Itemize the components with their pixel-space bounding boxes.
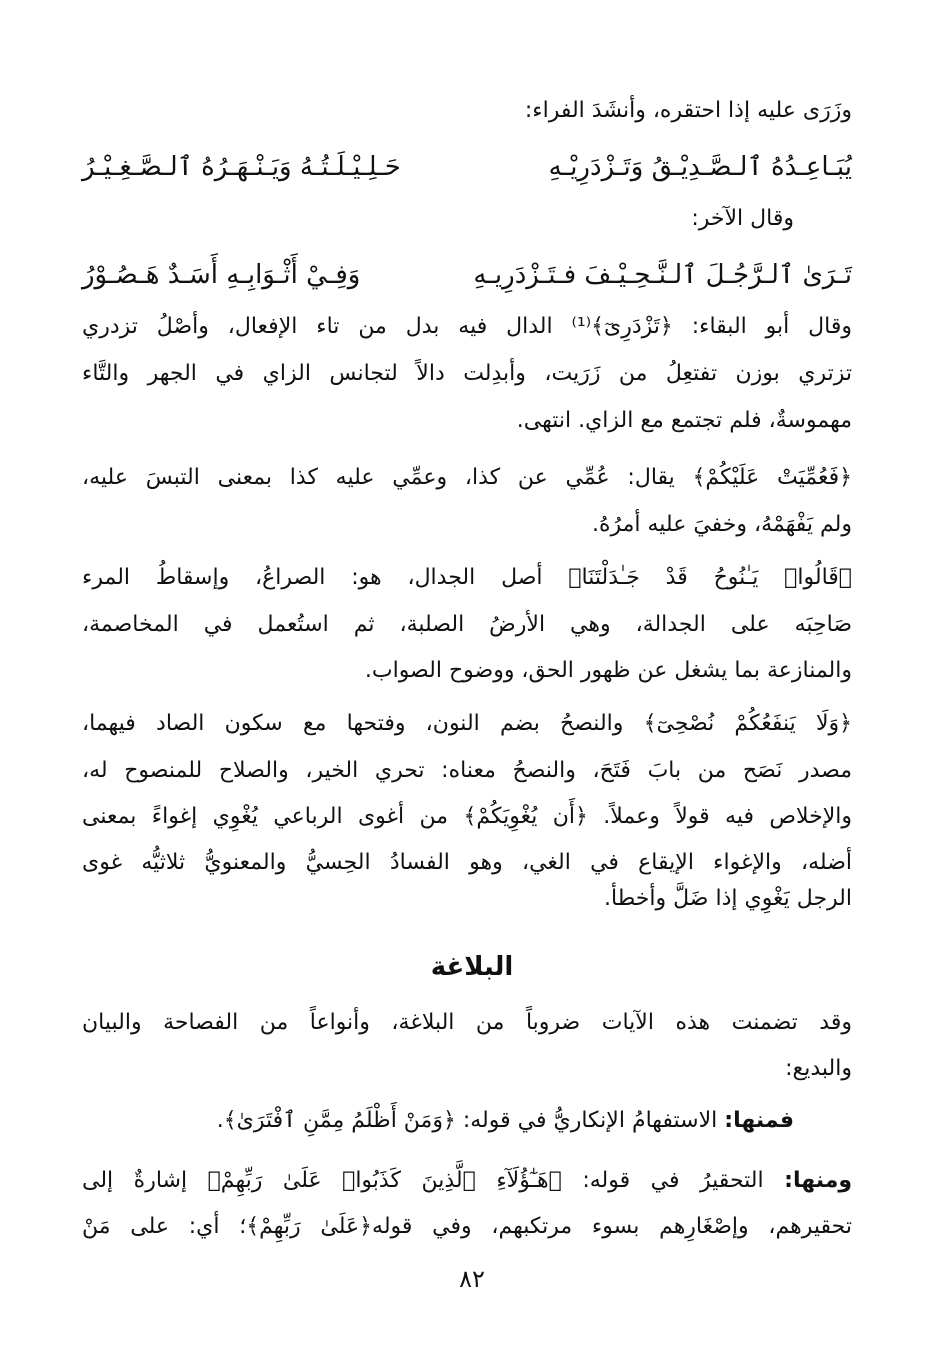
poetry-verse-2 [82, 258, 852, 292]
verse-2-first-hemistich: تَـرَىٰ ٱلـرَّجُـلَ ٱلـنَّـحِـيْـفَ فـتَـزْدَرِيـهِ [473, 260, 852, 290]
text-line-12: مصدر نَصَح من بابَ فَتَحَ، والنصحُ معناه: تحري الخير، والصلاح للمنصوح له، [82, 758, 852, 783]
verse-2-second-hemistich: وَفِـيْ أَثْـوَابِـهِ أَسَـدٌ هَـصُـوْرُ [82, 260, 361, 290]
text-line-3: وقال أبو البقاء: ﴿تَزْدَرِىٓ﴾⁽¹⁾ الدال فيه بدل من تاء الإفعال، وأصْلُ تزدري [82, 314, 852, 339]
verse-1-second-hemistich: حَـلِـيْـلَـتُـهُ وَيَـنْـهَـرُهُ ٱلـصَّـغِـيْـرُ [82, 152, 401, 182]
text-line-4: تزتري بوزن تفتعِلُ من زَرَيت، وأبدِلت دالاً لتجانس الزاي في الجهر والتَّاء [82, 361, 852, 386]
text-line-5: مهموسةٌ، فلم تجتمع مع الزاي. انتهى. [516, 408, 852, 433]
verse-1-first-hemistich: يُبَـاعِـدُهُ ٱلـصَّـدِيْـقُ وَتَـزْدَرِيْـهِ [548, 152, 852, 182]
text-line-16: وقد تضمنت هذه الآيات ضروباً من البلاغة، وأنواعاً من الفصاحة والبيان [82, 1010, 852, 1035]
text-line-8: ﴿قَالُوا۟ يَـٰنُوحُ قَدْ جَـٰدَلْتَنَا﴾ أصل الجدال، هو: الصراعُ، وإسقاطُ المرء [82, 565, 852, 590]
text-line-1: وزَرَى عليه إذا احتقره، وأنشَدَ الفراء: [524, 98, 852, 123]
page-number: ٨٢ [459, 1265, 485, 1293]
text-line-19 [82, 1166, 852, 1196]
text-line-20: تحقيرهم، وإصْغَارِهم بسوء مرتكبهم، وفي قوله﴿عَلَىٰ رَبِّهِمْ﴾؛ أي: على مَنْ [82, 1214, 852, 1239]
text-line-18-body: الاستفهامُ الإنكاريُّ في قوله: ﴿وَمَنْ أَظْلَمُ مِمَّنِ ٱفْتَرَىٰ﴾. [216, 1108, 718, 1133]
label-wa-minha: ومنها: [784, 1168, 852, 1193]
text-line-11: ﴿وَلَا يَنفَعُكُمْ نُصْحِىٓ﴾ والنصحُ بضم النون، وفتحها مع سكون الصاد فيهما، [82, 711, 852, 736]
poetry-verse-1 [82, 150, 852, 184]
text-line-18 [24, 1106, 794, 1136]
text-line-19-body: التحقيرُ في قوله: ﴿هَـٰٓؤُلَآءِ ٱلَّذِينَ كَذَبُوا۟ عَلَىٰ رَبِّهِمْ﴾ إشارةٌ إلى [82, 1168, 764, 1193]
text-line-15: الرجل يَغْوِي إذا ضَلَّ وأخطأ. [604, 886, 852, 911]
text-line-14: أضله، والإغواء الإيقاع في الغي، وهو الفسادُ الحِسيُّ والمعنويُّ ثلاثيُّه غوى [82, 850, 852, 875]
text-line-17: والبديع: [785, 1056, 852, 1081]
text-line-10: والمنازعة بما يشغل عن ظهور الحق، ووضوح الصواب. [364, 658, 852, 683]
text-line-9: صَاحِبَه على الجدالة، وهي الأرضُ الصلبة، ثم استُعمل في المخاصمة، [82, 612, 852, 637]
text-line-6: ﴿فَعُمِّيَتْ عَلَيْكُمْ﴾ يقال: عُمِّي عن كذا، وعمِّي عليه كذا بمعنى التبسَ عليه، [82, 465, 852, 490]
section-heading: البلاغة [430, 952, 514, 982]
label-minha: فمنها: [724, 1108, 794, 1133]
text-line-7: ولم يَفْهَمْهُ، وخفيَ عليه أمرُهُ. [591, 512, 852, 537]
text-line-13: والإخلاص فيه قولاً وعملاً. ﴿أَن يُغْوِيَكُمْ﴾ من أغوى الرباعي يُغْوِي إغواءً بمعنى [82, 804, 852, 829]
text-line-2: وقال الآخر: [691, 206, 794, 231]
